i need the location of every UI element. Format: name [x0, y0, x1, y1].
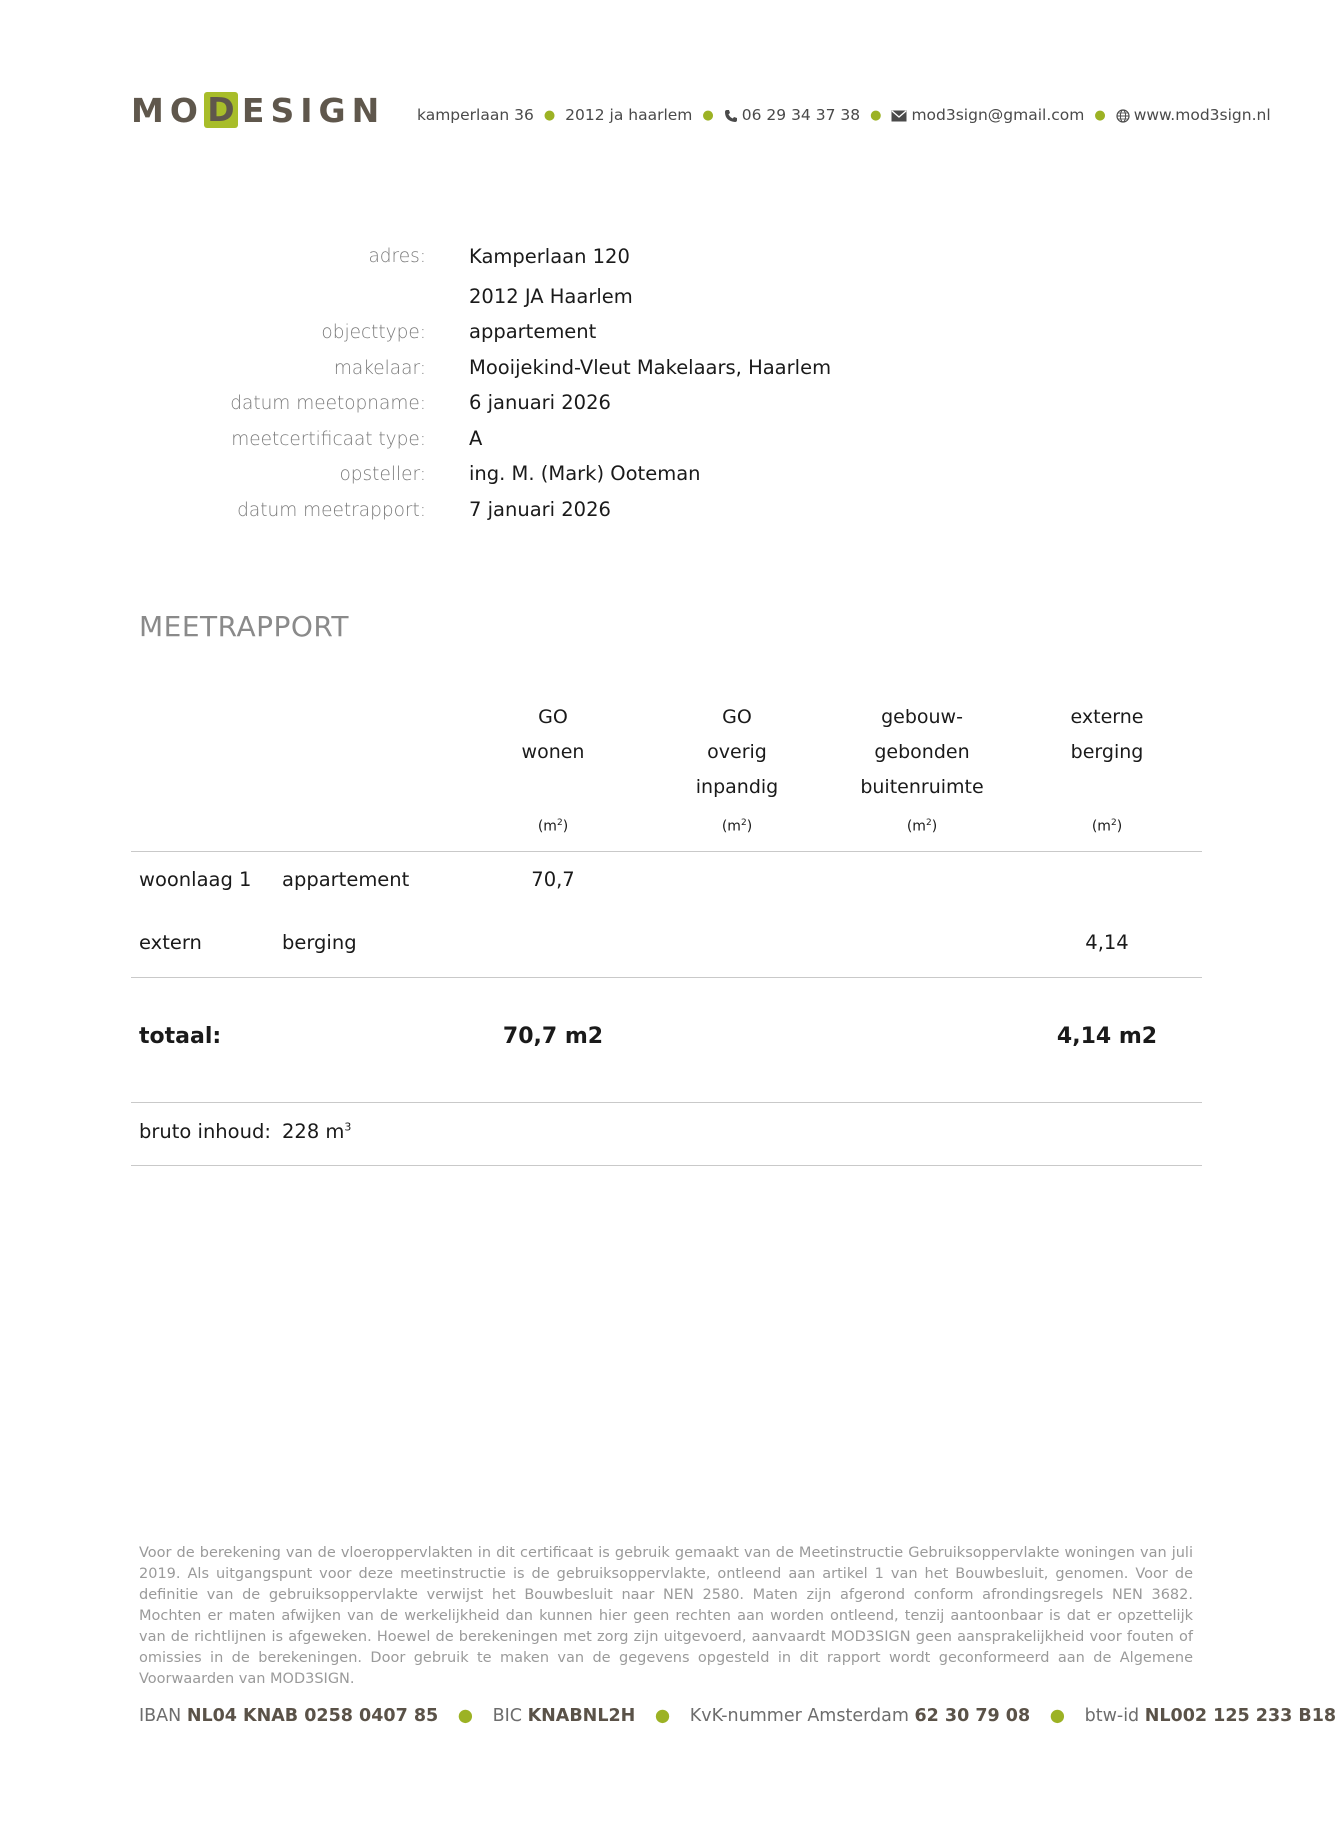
unit-label: $(m^2)$ [537, 818, 569, 835]
footer-bank-details [139, 1706, 1336, 1726]
unit-label: $(m^2)$ [1091, 818, 1123, 835]
separator-dot: ● [654, 1706, 671, 1726]
separator-dot: ● [870, 107, 882, 123]
table-divider [131, 977, 1202, 978]
table-divider [131, 1165, 1202, 1166]
info-label-certificaat-type: meetcertificaat type: [231, 429, 426, 450]
info-value-postcode: 2012 JA Haarlem [469, 285, 633, 308]
iban-value: NL04 KNAB 0258 0407 85 [186, 1706, 439, 1726]
row-level: extern [139, 931, 202, 954]
globe-icon [1116, 106, 1134, 124]
btw-value: NL002 125 233 B18 [1144, 1706, 1336, 1726]
bic-label: BIC [492, 1706, 523, 1726]
info-value-objecttype: appartement [469, 320, 597, 343]
total-label: totaal: [139, 1024, 222, 1049]
contact-website: www.mod3sign.nl [1133, 106, 1271, 124]
info-label-datum-meetopname: datum meetopname: [230, 393, 426, 414]
disclaimer-text: Voor de berekening van de vloeroppervlakten in dit certificaat is gebruik gemaakt van de Meetinstructie Gebruiksoppervlakte woningen van juli 2019. Als uitgangspunt voor deze meetinstructie is de gebruiksoppervlakte, ontleend aan artikel 1 van het Bouwbesluit, genomen. Voor de definitie van de gebruiksoppervlakte verwijst het Bouwbesluit naar NEN 2580. Maten zijn afgerond conform afrondingsregels NEN 3682. Mochten er maten afwijken van de werkelijkheid dan kunnen hier geen rechten aan worden ontleend, tenzij aantoonbaar is dat er opzettelijk van de richtlijnen is afgeweken. Hoewel de berekeningen met zorg zijn uitgevoerd, aanvaardt MOD3SIGN geen aansprakelijkheid voor fouten of omissies in de berekeningen. Door gebruik te maken van de gegevens opgesteld in dit rapport wordt geconformeerd aan de Algemene Voorwaarden van MOD3SIGN. [139, 1545, 1193, 1687]
separator-dot: ● [1094, 107, 1106, 123]
info-label-objecttype: objecttype: [321, 322, 426, 343]
row-space: berging [282, 931, 357, 954]
info-label-adres: adres: [368, 246, 426, 267]
row-level: woonlaag 1 [139, 868, 252, 891]
column-header-go-overig: GO overig inpandig [695, 706, 779, 798]
column-header-buitenruimte: gebouw- gebonden buitenruimte [860, 706, 984, 798]
unit-label: $(m^2)$ [721, 818, 753, 835]
phone-icon [724, 106, 742, 124]
info-value-datum-meetopname: 6 januari 2026 [469, 391, 611, 414]
info-value-opsteller: ing. M. (Mark) Ooteman [469, 462, 701, 485]
info-label-makelaar: makelaar: [333, 358, 426, 379]
separator-dot: ● [1049, 1706, 1066, 1726]
kvk-value: 62 30 79 08 [914, 1706, 1031, 1726]
table-divider [131, 851, 1202, 852]
logo-d-mark: D [204, 92, 238, 128]
separator-dot: ● [702, 107, 714, 123]
section-title: MEETRAPPORT [139, 610, 349, 643]
bruto-inhoud-value: 228 $m^3$ [282, 1120, 352, 1143]
total-externe-berging: 4,14 m2 [1056, 1024, 1158, 1049]
btw-label: btw-id [1084, 1706, 1140, 1726]
separator-dot: ● [457, 1706, 474, 1726]
column-header-externe-berging: externe berging [1070, 706, 1144, 763]
bic-value: KNABNL2H [527, 1706, 636, 1726]
kvk-label: KvK-nummer Amsterdam [689, 1706, 909, 1726]
contact-email: mod3sign@gmail.com [911, 106, 1085, 124]
cell-externe-berging: 4,14 [1085, 931, 1129, 954]
row-space: appartement [282, 868, 410, 891]
separator-dot: ● [543, 107, 556, 123]
logo-text-left: MO [131, 90, 204, 130]
company-logo [131, 90, 385, 130]
mail-icon [891, 106, 911, 124]
bruto-inhoud-label: bruto inhoud: [139, 1120, 271, 1143]
cell-go-wonen: 70,7 [531, 868, 575, 891]
info-value-certificaat-type: A [469, 427, 483, 450]
info-value-makelaar: Mooijekind-Vleut Makelaars, Haarlem [469, 356, 832, 379]
contact-phone: 06 29 34 37 38 [741, 106, 861, 124]
iban-label: IBAN [139, 1706, 182, 1726]
info-value-adres: Kamperlaan 120 [469, 245, 630, 268]
info-value-datum-meetrapport: 7 januari 2026 [469, 498, 611, 521]
contact-postcode-city: 2012 ja haarlem [565, 106, 693, 124]
table-divider [131, 1102, 1202, 1103]
contact-address: kamperlaan 36 [417, 106, 534, 124]
contact-line [417, 106, 1271, 124]
info-label-datum-meetrapport: datum meetrapport: [237, 500, 426, 521]
logo-text-right: ESIGN [241, 90, 386, 130]
total-go-wonen: 70,7 m2 [502, 1024, 604, 1049]
unit-label: $(m^2)$ [906, 818, 938, 835]
column-header-go-wonen: GO wonen [521, 706, 585, 763]
info-label-opsteller: opsteller: [339, 464, 426, 485]
